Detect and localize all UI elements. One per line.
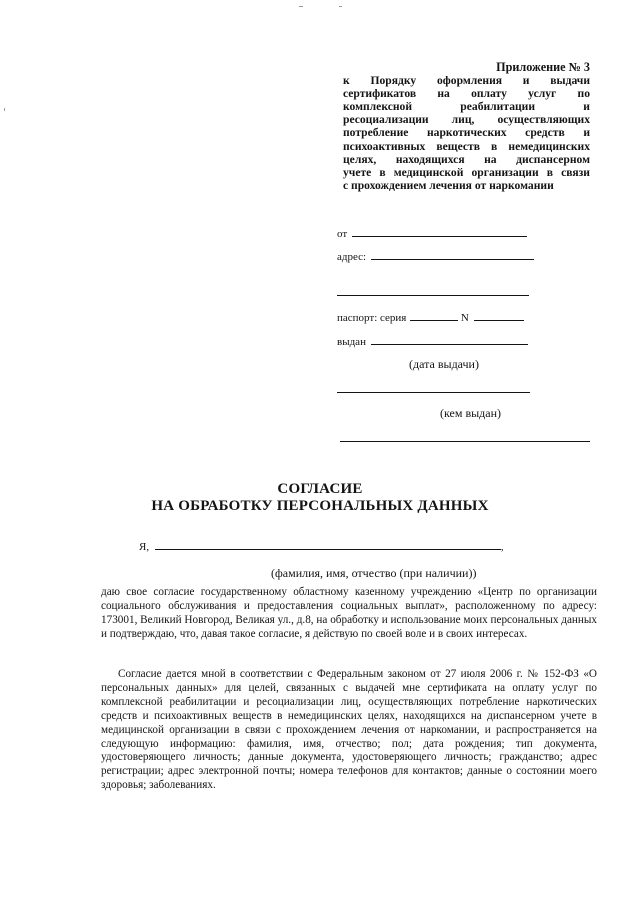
from-blank[interactable] xyxy=(352,225,527,237)
passport-field[interactable] xyxy=(337,309,524,325)
fio-blank[interactable] xyxy=(155,538,501,550)
appendix-title: Приложение № 3 xyxy=(496,60,590,74)
passport-number-label: N xyxy=(460,312,469,324)
consent-paragraph-2 xyxy=(101,668,597,793)
appendix-block xyxy=(343,61,590,192)
appendix-line: с прохождением лечения от наркомании xyxy=(343,178,554,192)
extra-line[interactable] xyxy=(340,441,590,442)
paragraph-text: Согласие дается мной в соответствии с Федеральным законом от 27 июля 2006 г. № 152-ФЗ «О персональных данных» для целей, связанных с выдачей мне сертификата на оплату услуг по комплексной реабилитации и ресоциализации лиц, осуществляющих потребление наркотических средств и психоактивных веществ в немедицинских целях, находящихся на диспансерном учете в медицинской организации в связи с прохождением лечения от наркомании, и распространяется на следующую информацию: фамилия, имя, отчество; пол; дата рождения; тип документа, удостоверяющего личность; данные документа, удостоверяющего личность; гражданство; адрес регистрации; адрес электронной почты; номера телефонов для контактов; данные о состоянии моего здоровья; заболеваниях. xyxy=(101,668,597,792)
document-title: СОГЛАСИЕ xyxy=(277,481,363,497)
consent-paragraph-1 xyxy=(101,586,597,642)
passport-series-label: паспорт: серия xyxy=(337,312,407,324)
issued-label: выдан xyxy=(337,336,366,348)
scan-mark xyxy=(339,6,342,7)
appendix-line: комплексной реабилитации и xyxy=(343,100,590,114)
appendix-line: к Порядку оформления и выдачи xyxy=(343,74,590,88)
scan-mark xyxy=(299,6,303,7)
issued-field[interactable] xyxy=(337,333,528,349)
address-blank[interactable] xyxy=(371,248,534,260)
appendix-line: сертификатов на оплату услуг по xyxy=(343,87,590,101)
from-label: от xyxy=(337,228,348,240)
address-field[interactable] xyxy=(337,248,534,264)
issued-by-line[interactable] xyxy=(337,392,530,393)
address-line-2[interactable] xyxy=(337,295,529,296)
ya-label: Я, xyxy=(139,541,150,553)
appendix-line: психоактивных веществ в немедицинских xyxy=(343,139,590,153)
issued-date-blank[interactable] xyxy=(371,333,528,345)
scan-mark xyxy=(4,108,5,111)
passport-number-blank[interactable] xyxy=(474,309,524,321)
appendix-line: учете в медицинской организации в связи xyxy=(343,165,590,179)
fio-comma: , xyxy=(500,541,504,553)
fio-caption: (фамилия, имя, отчество (при наличии)) xyxy=(271,566,477,580)
issue-date-caption: (дата выдачи) xyxy=(409,357,479,371)
from-field[interactable] xyxy=(337,225,527,241)
paragraph-text: даю свое согласие государственному областному казенному учреждению «Центр по организации социального обслуживания и предоставления социальных выплат», расположенному по адресу: 173001, Великий Новгород, Великая ул., д.8, на обработку и использование моих персональных данных и подтверждаю, что, давая такое согласие, я действую по своей воле и в своих интересах. xyxy=(101,586,597,640)
appendix-line: ресоциализации лиц, осуществляющих xyxy=(343,113,590,127)
fio-field[interactable] xyxy=(139,538,504,553)
appendix-line: потребление наркотических средств и xyxy=(343,126,590,140)
appendix-line: целях, находящихся на диспансерном xyxy=(343,152,590,166)
passport-series-blank[interactable] xyxy=(410,309,458,321)
issued-by-caption: (кем выдан) xyxy=(440,406,502,420)
address-label: адрес: xyxy=(337,251,367,263)
document-subtitle: НА ОБРАБОТКУ ПЕРСОНАЛЬНЫХ ДАННЫХ xyxy=(151,498,489,514)
